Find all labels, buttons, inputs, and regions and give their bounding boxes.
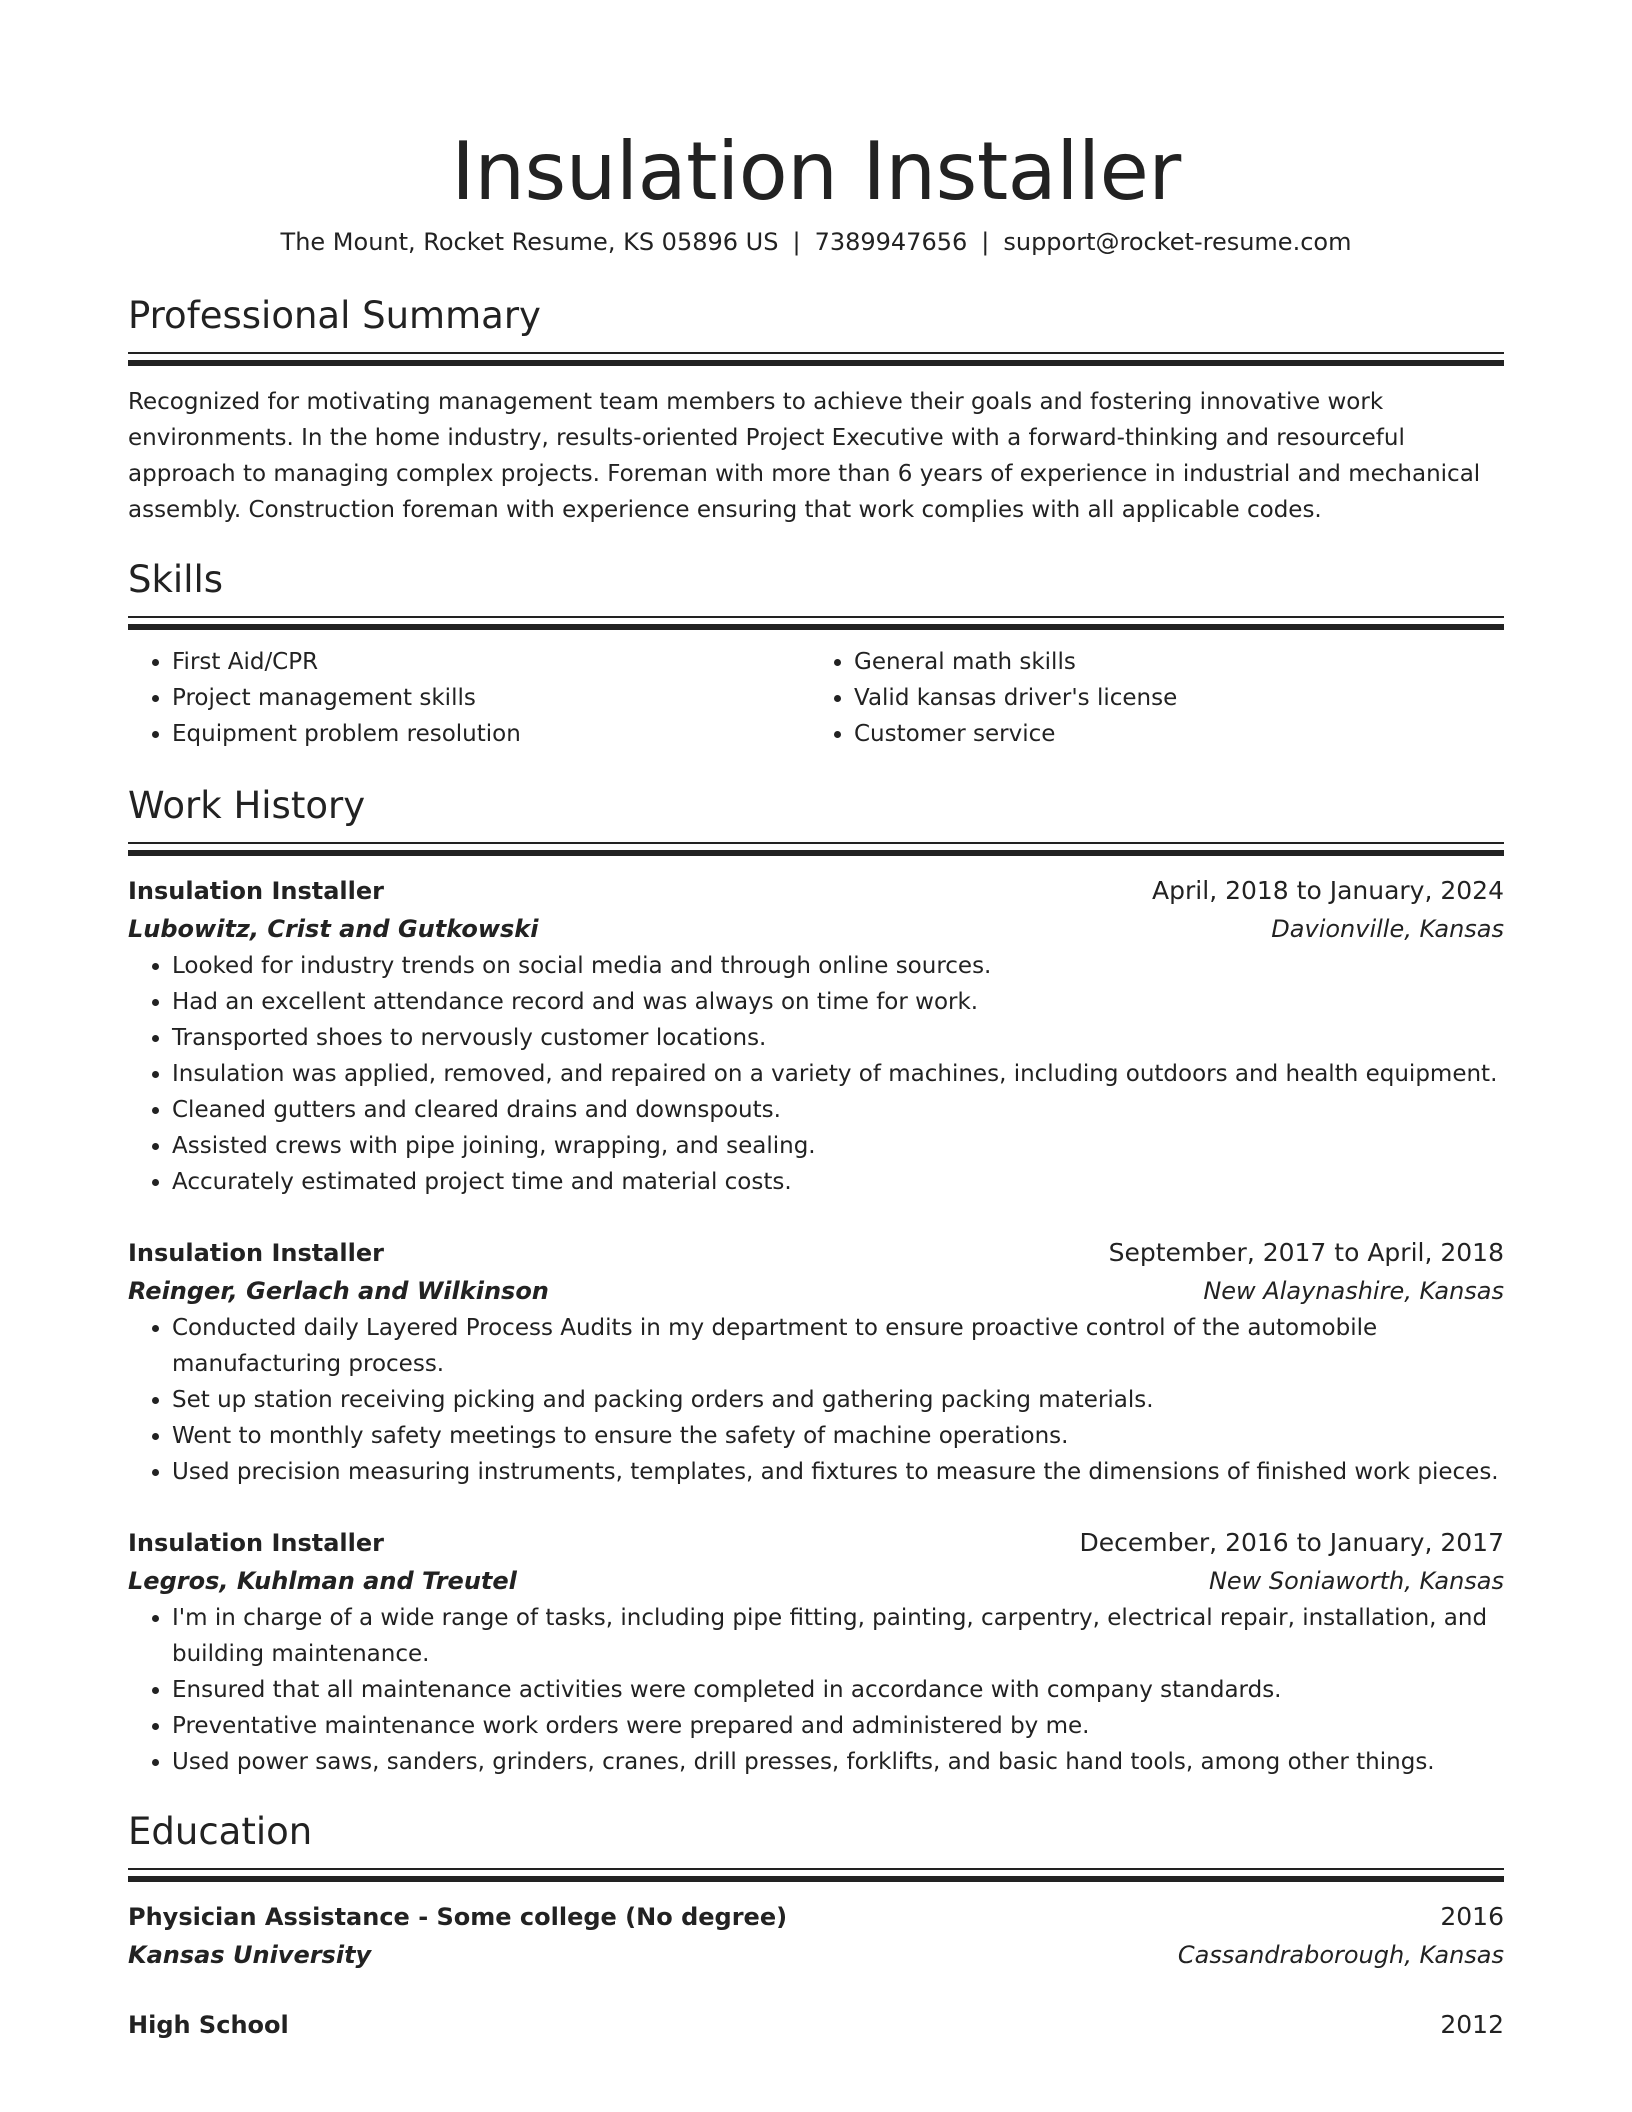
skill-item: • First Aid/CPR xyxy=(172,644,816,680)
section-divider-thick xyxy=(128,1876,1504,1882)
contact-email[interactable]: support@rocket-resume.com xyxy=(1003,228,1352,256)
education-entry xyxy=(128,1898,1504,1974)
job-entry xyxy=(128,872,1504,1200)
section-divider-thick xyxy=(128,360,1504,366)
contact-separator: | xyxy=(981,228,990,256)
education-year: 2016 xyxy=(1440,1902,1504,1931)
education-location: Cassandraborough, Kansas xyxy=(1177,1941,1504,1969)
job-dates: April, 2018 to January, 2024 xyxy=(1152,876,1504,905)
job-bullet: • Set up station receiving picking and packing orders and gathering packing materials. xyxy=(172,1382,1504,1418)
job-title: Insulation Installer xyxy=(128,1239,384,1267)
education-degree: High School xyxy=(128,2011,289,2039)
summary-heading: Professional Summary xyxy=(128,294,541,337)
job-dates: December, 2016 to January, 2017 xyxy=(1079,1528,1504,1557)
skill-item: • Valid kansas driver's license xyxy=(854,680,1504,716)
education-entry xyxy=(128,2006,1504,2044)
job-employer: Legros, Kuhlman and Treutel xyxy=(128,1567,517,1595)
job-bullet: • Went to monthly safety meetings to ensure the safety of machine operations. xyxy=(172,1418,1504,1454)
contact-address: The Mount, Rocket Resume, KS 05896 US xyxy=(280,228,779,256)
education-year: 2012 xyxy=(1440,2010,1504,2039)
section-divider xyxy=(128,616,1504,618)
job-bullet: • Accurately estimated project time and material costs. xyxy=(172,1164,1504,1200)
job-bullet: • Had an excellent attendance record and was always on time for work. xyxy=(172,984,1504,1020)
job-location: Davionville, Kansas xyxy=(1271,915,1504,943)
skills-column-left xyxy=(128,644,816,752)
summary-section xyxy=(128,292,1504,528)
summary-text: Recognized for motivating management team members to achieve their goals and fostering innovative work environments. In the home industry, results-oriented Project Executive with a forward-thinking and resourceful approach to managing complex projects. Foreman with more than 6 years of experience in industrial and mechanical assembly. Construction foreman with experience ensuring that work complies with all applicable codes. xyxy=(128,389,1481,523)
job-bullets xyxy=(128,1310,1504,1490)
job-entry xyxy=(128,1234,1504,1490)
section-divider xyxy=(128,352,1504,354)
candidate-name: Insulation Installer xyxy=(451,125,1181,218)
job-location: New Soniaworth, Kansas xyxy=(1208,1567,1504,1595)
job-bullets xyxy=(128,1600,1504,1780)
education-degree: Physician Assistance - Some college (No degree) xyxy=(128,1903,788,1931)
job-bullet: • Used precision measuring instruments, templates, and fixtures to measure the dimensions of finished work pieces. xyxy=(172,1454,1504,1490)
work-history-section xyxy=(128,782,1504,1780)
skill-item: • Project management skills xyxy=(172,680,816,716)
job-bullet: • Assisted crews with pipe joining, wrapping, and sealing. xyxy=(172,1128,1504,1164)
contact-line xyxy=(128,226,1504,258)
job-bullets xyxy=(128,948,1504,1200)
job-bullet: • I'm in charge of a wide range of tasks, including pipe fitting, painting, carpentry, electrical repair, installation, and building maintenance. xyxy=(172,1600,1504,1672)
job-bullet: • Ensured that all maintenance activities were completed in accordance with company standards. xyxy=(172,1672,1504,1708)
job-bullet: • Insulation was applied, removed, and repaired on a variety of machines, including outdoors and health equipment. xyxy=(172,1056,1504,1092)
education-section xyxy=(128,1808,1504,2044)
skills-section xyxy=(128,556,1504,752)
job-employer: Lubowitz, Crist and Gutkowski xyxy=(128,915,539,943)
section-divider-thick xyxy=(128,850,1504,856)
job-entry xyxy=(128,1524,1504,1780)
resume-page xyxy=(128,0,1504,2076)
job-bullet: • Transported shoes to nervously customer locations. xyxy=(172,1020,1504,1056)
skill-item: • General math skills xyxy=(854,644,1504,680)
education-heading: Education xyxy=(128,1810,313,1853)
section-divider xyxy=(128,1868,1504,1870)
job-bullet: • Cleaned gutters and cleared drains and downspouts. xyxy=(172,1092,1504,1128)
skills-grid xyxy=(128,644,1504,752)
job-location: New Alaynashire, Kansas xyxy=(1203,1277,1504,1305)
skills-column-right xyxy=(816,644,1504,752)
job-dates: September, 2017 to April, 2018 xyxy=(1108,1238,1504,1267)
work-history-heading: Work History xyxy=(128,784,366,827)
contact-separator: | xyxy=(792,228,801,256)
job-title: Insulation Installer xyxy=(128,1529,384,1557)
section-divider-thick xyxy=(128,624,1504,630)
job-bullet: • Looked for industry trends on social media and through online sources. xyxy=(172,948,1504,984)
education-school: Kansas University xyxy=(128,1941,372,1969)
job-bullet: • Preventative maintenance work orders were prepared and administered by me. xyxy=(172,1708,1504,1744)
job-bullet: • Conducted daily Layered Process Audits in my department to ensure proactive control of the automobile manufacturing process. xyxy=(172,1310,1504,1382)
skills-heading: Skills xyxy=(128,558,224,601)
job-employer: Reinger, Gerlach and Wilkinson xyxy=(128,1277,549,1305)
job-title: Insulation Installer xyxy=(128,877,384,905)
contact-phone: 7389947656 xyxy=(814,228,968,256)
section-divider xyxy=(128,842,1504,844)
skill-item: • Equipment problem resolution xyxy=(172,716,816,752)
skill-item: • Customer service xyxy=(854,716,1504,752)
job-bullet: • Used power saws, sanders, grinders, cranes, drill presses, forklifts, and basic hand tools, among other things. xyxy=(172,1744,1504,1780)
